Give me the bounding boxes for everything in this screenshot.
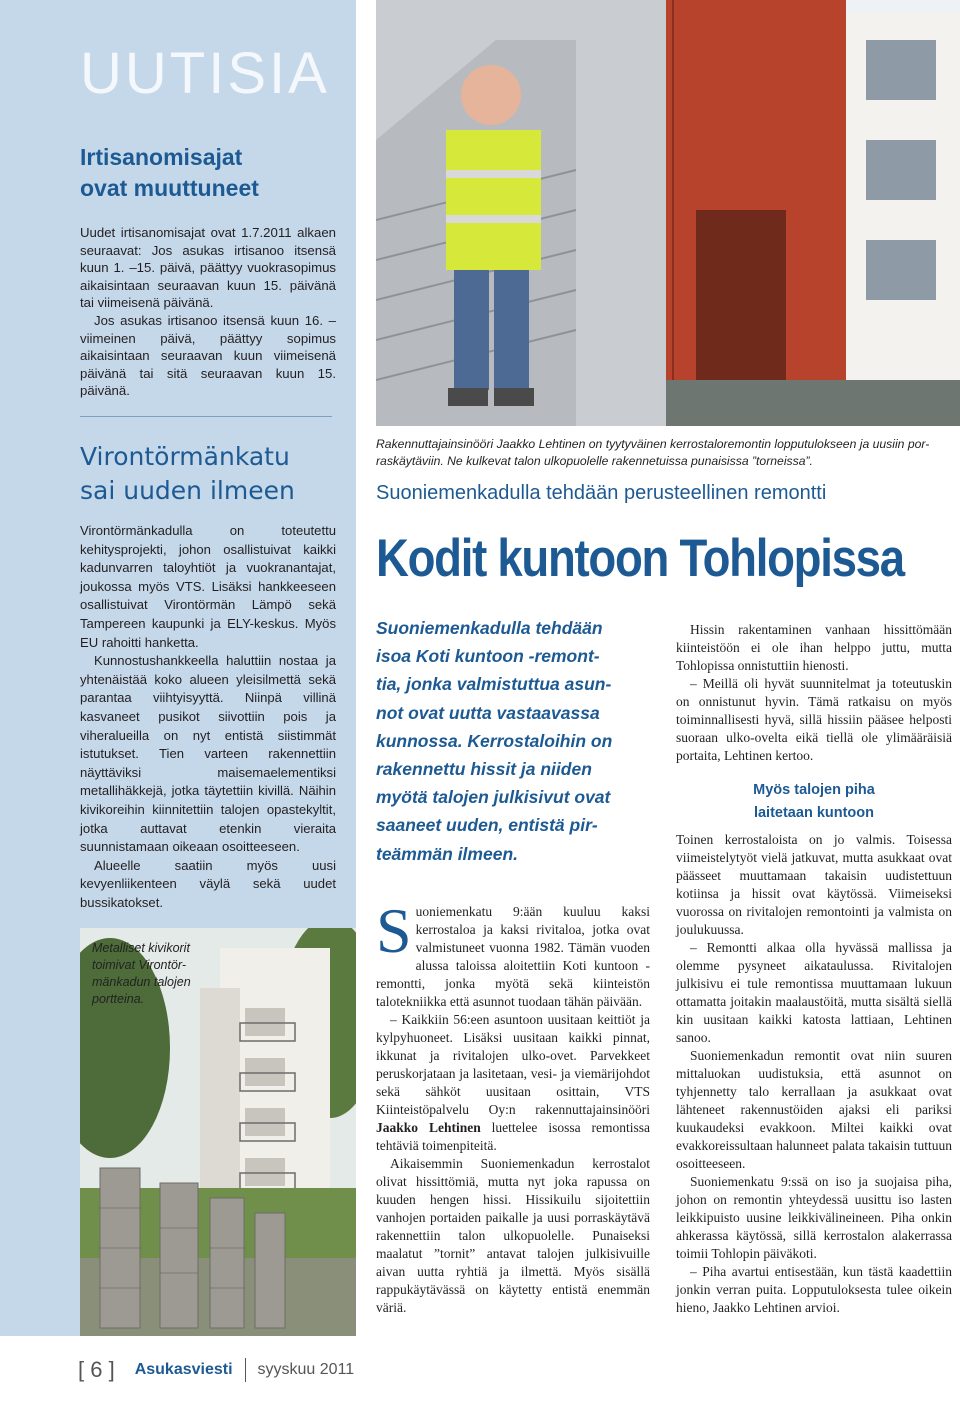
article-headline: Kodit kuntoon Tohlopissa [376, 529, 904, 588]
lead-line: not ovat uutta vastaavassa [376, 702, 600, 723]
article1-body: Uudet irtisanomisajat ovat 1.7.2011 alkaen seuraavat: Jos asukas irtisanoo itsensä kuun 1. –15. päivä, päättyy vuokrasopimus aikaisintaan seuraavan kuun 15. päivänä tai viimeisenä päivänä. Jos asukas irtisanoo itsensä kuun 16. – viimeinen päivä, päättyy sopimus aikaisintaan seuraavan kuun viimeisenä päivänä tai sitä seuraavan kuun 15. päivänä. [80, 225, 336, 399]
article-column-2: Hissin rakentaminen vanhaan hissittömään kiinteistöön ei ole ihan helppo juttu, mutta Tohlopissa onnistuttiin hienosti. – Meillä oli hyvät suunnitelmat ja toteutuskin on onnistunut hyvin. Tämä ratkaisu on myös toiminnallisesti hyvä, sillä hissiin pääsee helposti suoraan ulko-ovelta eikä tiellä ole ylimääräisiä portaita, Lehtinen kertoo. Myös talojen piha laitetaan kuntoon Toinen kerrostaloista on jo valmis. Toisessa viimeistelytyöt vielä jatkuvat, mutta asukkaat ovat päässeet muuttamaan takaisin uudistettuun kotiinsa ja hissit ovat käytössä. Viimeiseksi vuorossa on rivitalojen remontointi ja valmista on joulukuussa. – Remontti alkaa olla hyvässä mallissa ja olemme pysyneet aikataulussa. Rivitalojen julkisivu ei tule remontissa muuttamaan lukuun ottamatta joitakin maalaustöitä, mutta sisältä siellä kin uusitaan kaikki katosta lattiaan, Lehtinen sanoo. Suoniemenkadun remontit ovat niin suuren mittaluokan uudistuksia, että asunnot on tyhjennetty talo kerrallaan ja asukkaat ovat lähteneet rakennustöiden ajaksi eli pariksi kuukaudeksi evakkoon. Miltei kaikki ovat evakkoreissultaan halunneet palata takaisin tuttuun osoitteeseen. Suoniemenkatu 9:ssä on iso ja suojaisa piha, johon on remontin yhteydessä uusittu iso lasten leikkipuisto uusine leikkivälineineen. Piha onkin ahkerassa käytössä, sillä kerrostalon alakerrassa toimii Tohlopin päiväkoti. – Piha avartui entisestään, kun tästä kaadettiin jonkin verran puita. Lopputuloksesta tulee oikein hieno, Jaakko Lehtinen arvioi. [676, 622, 952, 1315]
divider [80, 416, 332, 417]
article-lead [376, 614, 660, 868]
person-name: Jaakko Lehtinen [376, 1120, 481, 1135]
footer-separator [245, 1358, 246, 1382]
article-column-1: Suoniemenkatu 9:ään kuuluu kaksi kerrostaloa ja kaksi rivitaloa, jotka ovat valmistuneet vuonna 1982. Tämän vuoden alussa taloissa aloitettiin Koti kuntoon -remontti, jonka myötä sekä kiinteistön talotekniikka että asunnot tuodaan tähän päivään. – Kaikkiin 56:een asuntoon uusitaan keittiöt ja kylpyhuoneet. Lisäksi uusitaan kaikki pinnat, ikkunat ja rivitalojen ulko-ovet. Parvekkeet peruskorjataan ja lasitetaan, vesi- ja viemärijohdot sekä sähköt uusitaan osittain, VTS Kiinteistöpalvelu Oy:n rakennuttajainsinööri Jaakko Lehtinen luettelee isossa remontissa tehtäviä toimenpiteitä. Aikaisemmin Suoniemenkadun kerrostalot olivat hissittömiä, mutta nyt joka rapussa on kuuden hengen hissi. Hissikuilu sijoitettiin vanhojen portaiden paikalle ja uusi porraskäytävä rakennettiin talon ulkopuolelle. Punaiseksi maalatut ”tornit” antavat talojen julkisivuille aivan uutta ryhtiä ja ilmettä. Myös sisällä rappukäytävässä on käytetty entistä enemmän väriä. [376, 895, 650, 1315]
gabion-photo-caption: Metalliset kivikorit toimivat Virontör- mänkadun talojen portteina. [92, 941, 191, 1006]
main-photo-illustration [376, 0, 960, 426]
subheading: Myös talojen piha laitetaan kuntoon [753, 782, 875, 821]
lead-line: isoa Koti kuntoon -remont- [376, 646, 600, 667]
page-number: [ 6 ] [78, 1357, 115, 1382]
lead-line: Suoniemenkadulla tehdään [376, 618, 603, 638]
main-photo [376, 0, 960, 426]
lead-line: kunnossa. Kerrostaloihin on [376, 730, 613, 751]
article1-headline: Irtisanomisajat ovat muuttuneet [80, 144, 259, 201]
article2-body: Virontörmänkadulla on toteutettu kehitysprojekti, johon osallistuivat kaikki kadunvarren taloyhtiöt ja vuokranantajat, joukossa myös VTS. Lisäksi hankkeeseen osallistuivat Virontörmän Lämpö sekä Tampereen kaupunki ja ELY-keskus. Myös EU rahoitti hanketta. Kunnostushankkeella haluttiin nostaa ja yhtenäistää koko alueen yleisilmettä sekä parantaa viihtyisyyttä. Niinpä villinä kasvaneet pusikot siivottiin pois ja viheralueilla on nyt entistä siistimmät istutukset. Tien varteen rakennettiin näyttäviksi maisemaelementiksi metallihäkkejä, jotka täytettiin kivillä. Näihin kivikoreihin kiinnitettiin talojen opastekyltit, jotka auttavat etenkin vieraita suunnistamaan oikeaan osoitteeseen. Alueelle saatiin myös uusi kevyenliikenteen väylä sekä uudet bussikatokset. [80, 523, 336, 910]
issue-date: syyskuu 2011 [257, 1361, 355, 1378]
publication-name: Asukasviesti [134, 1361, 233, 1378]
page-footer [78, 1352, 354, 1388]
lead-line: rakennettu hissit ja niiden [376, 759, 592, 780]
dropcap: S [376, 895, 412, 966]
lead-line: teämmän ilmeen. [376, 843, 518, 864]
section-title: UUTISIA [80, 41, 330, 106]
article-kicker: Suoniemenkadulla tehdään perusteellinen remontti [376, 482, 827, 504]
article2-headline: Virontörmänkatu sai uuden ilmeen [80, 442, 295, 505]
main-photo-caption: Rakennuttajainsinööri Jaakko Lehtinen on tyytyväinen kerrostaloremontin lopputulokseen ja uusiin por- raskäytäviin. Ne kulkevat talon ulkopuolelle rakennetuissa punaisissa ”torneissa”. [376, 437, 930, 468]
gabion-photo [80, 928, 356, 1336]
lead-line: myötä talojen julkisivut ovat [376, 787, 611, 808]
lead-line: saaneet uuden, entistä pir- [376, 815, 598, 836]
lead-line: tia, jonka valmistuttua asun- [376, 674, 612, 695]
